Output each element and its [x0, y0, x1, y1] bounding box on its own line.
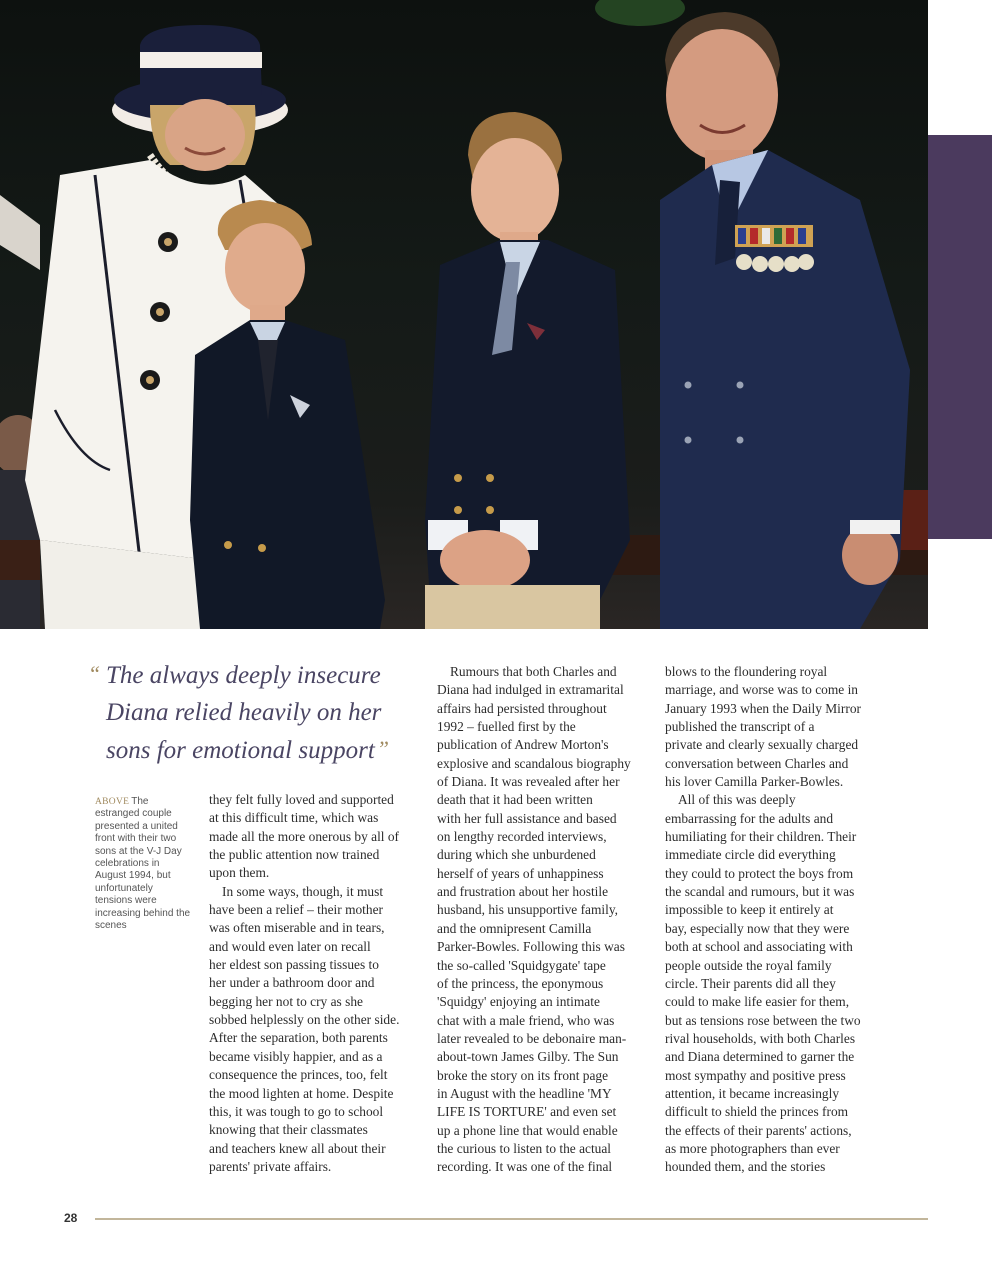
body-column-2 [437, 663, 645, 1177]
body-line: people outside the royal family [665, 957, 832, 973]
body-line: her under a bathroom door and [209, 975, 375, 991]
page-number: 28 [64, 1211, 78, 1225]
close-quote-mark: ” [376, 736, 390, 761]
body-line: and the omnipresent Camilla [437, 920, 592, 936]
body-line: in August with the headline 'MY [437, 1085, 612, 1101]
body-line: 1992 – fuelled first by the [437, 719, 576, 735]
body-line: broke the story on its front page [437, 1067, 609, 1083]
body-line: Diana had indulged in extramarital [437, 682, 624, 698]
body-line: the public attention now trained [209, 847, 380, 863]
body-line: hounded them, and the stories [665, 1159, 826, 1175]
body-line: was often miserable and in tears, [209, 920, 385, 936]
caption-text: The estranged couple presented a united front with their two sons at the V-J Day celebrations in August 1994, but unfortunately tensions were increasing behind the scenes [95, 796, 191, 932]
pull-quote-line: “ The always deeply insecure [88, 656, 418, 695]
pull-quote [88, 656, 418, 770]
body-line: rival households, with both Charles [665, 1030, 856, 1046]
pull-quote-line: sons for emotional support” [106, 736, 390, 764]
body-line: the scandal and rumours, but it was [665, 884, 855, 900]
body-line: publication of Andrew Morton's [437, 737, 609, 753]
body-line: have been a relief – their mother [209, 902, 383, 918]
body-line: circle. Their parents did all they [665, 975, 836, 991]
body-line: and frustration about her hostile [437, 884, 609, 900]
body-line: both at school and associating with [665, 939, 853, 955]
family-photo [0, 0, 928, 629]
body-line: of Diana. It was revealed after her [437, 774, 620, 790]
body-line: and would even later on recall [209, 938, 371, 954]
body-line: but as tensions rose between the two [665, 1012, 861, 1028]
body-line: January 1993 when the Daily Mirror [665, 700, 861, 716]
body-line: difficult to shield the princes from [665, 1104, 849, 1120]
body-line: All of this was deeply [678, 792, 796, 808]
body-line: private and clearly sexually charged [665, 737, 859, 753]
body-line: and teachers knew all about their [209, 1140, 386, 1156]
footer-rule [95, 1218, 928, 1220]
body-line: Parker-Bowles. Following this was [437, 939, 625, 955]
body-line: Rumours that both Charles and [450, 664, 617, 679]
body-line: the effects of their parents' actions, [665, 1122, 852, 1138]
body-line: they could to protect the boys from [665, 865, 854, 881]
body-line: husband, his unsupportive family, [437, 902, 619, 918]
caption-label: ABOVE [95, 797, 130, 807]
body-line: attention, it became increasingly [665, 1085, 840, 1101]
body-line: bay, especially now that they were [665, 920, 850, 936]
body-line: the curious to listen to the actual [437, 1140, 612, 1156]
body-line: death that it had been written [437, 792, 593, 808]
body-line: on lengthy recorded interviews, [437, 829, 607, 845]
body-line: during which she unburdened [437, 847, 596, 863]
body-line: the so-called 'Squidgygate' tape [437, 957, 606, 973]
body-line: and Diana determined to garner the [665, 1049, 855, 1065]
body-line: made all the more onerous by all of [209, 828, 400, 844]
body-line: 'Squidgy' enjoying an intimate [437, 994, 600, 1010]
body-line: his lover Camilla Parker-Bowles. [665, 774, 844, 790]
body-line: published the transcript of a [665, 719, 815, 735]
body-line: her eldest son passing tissues to [209, 957, 379, 973]
body-line: this, it was tough to go to school [209, 1103, 384, 1119]
body-line: up a phone line that would enable [437, 1122, 618, 1138]
body-line: recording. It was one of the final [437, 1159, 613, 1175]
body-column-1 [209, 791, 409, 1176]
pull-quote-line: Diana relied heavily on her [106, 698, 382, 726]
body-line: herself of years of unhappiness [437, 865, 604, 881]
body-line: In some ways, though, it must [222, 883, 384, 899]
body-line: of the princess, the eponymous [437, 975, 604, 991]
body-line: After the separation, both parents [209, 1030, 388, 1046]
body-line: begging her not to cry as she [209, 993, 363, 1009]
body-line: conversation between Charles and [665, 755, 849, 771]
body-line: LIFE IS TORTURE' and even set [437, 1104, 617, 1120]
body-line: embarrassing for the adults and [665, 810, 834, 826]
body-line: parents' private affairs. [209, 1158, 332, 1174]
body-line: about-town James Gilby. The Sun [437, 1049, 619, 1065]
body-line: later revealed to be debonaire man- [437, 1030, 627, 1046]
body-line: explosive and scandalous biography [437, 755, 631, 771]
body-line: became visibly happier, and as a [209, 1048, 383, 1064]
body-line: with her full assistance and based [437, 810, 617, 826]
body-line: as more photographers than ever [665, 1140, 840, 1156]
body-line: blows to the floundering royal [665, 664, 828, 679]
body-column-3 [665, 663, 875, 1177]
body-line: most sympathy and positive press [665, 1067, 846, 1083]
open-quote-mark: “ [88, 661, 101, 686]
body-line: consequence the princes, too, felt [209, 1067, 388, 1083]
purple-sidebar-tab [928, 135, 992, 539]
body-line: at this difficult time, which was [209, 810, 379, 826]
body-line: they felt fully loved and supported [209, 792, 394, 807]
photo-caption [95, 796, 191, 932]
body-line: upon them. [209, 865, 270, 881]
body-line: knowing that their classmates [209, 1122, 368, 1138]
body-line: impossible to keep it entirely at [665, 902, 834, 918]
body-line: could to make life easier for them, [665, 994, 850, 1010]
body-line: humiliating for their children. Their [665, 829, 857, 845]
body-line: immediate circle did everything [665, 847, 836, 863]
photo-illustration [0, 0, 928, 629]
body-line: marriage, and worse was to come in [665, 682, 858, 698]
body-line: the mood lighten at home. Despite [209, 1085, 394, 1101]
body-line: sobbed helplessly on the other side. [209, 1012, 400, 1028]
body-line: affairs had persisted throughout [437, 700, 607, 716]
body-line: chat with a male friend, who was [437, 1012, 615, 1028]
